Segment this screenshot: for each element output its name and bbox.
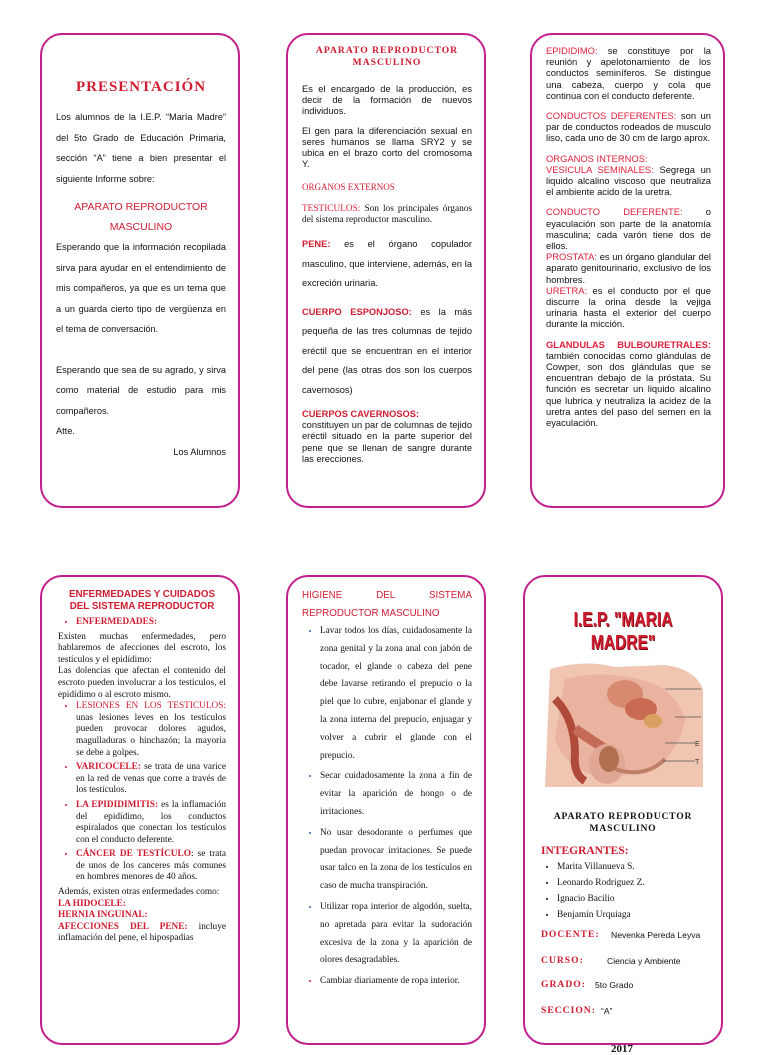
anatomy-illustration xyxy=(545,659,703,787)
panel-aparato xyxy=(286,33,486,508)
presentacion-para3: Esperando que sea de su agrado, y sirva como material de estudio para mis compañeros. xyxy=(56,364,226,416)
epididimo-entry: EPIDIDIMO: se constituye por la reunión y apelotonamiento de los conductos seminíferos. Se distingue una cabeza, cuerpo y cola que continua con el conducto deferente. xyxy=(546,45,711,101)
uretra-entry: URETRA: es el conducto por el que discurre la orina desde la vejiga urinaria hasta el exterior del cuerpo durante la micción. xyxy=(546,284,711,330)
panel-organos xyxy=(530,33,725,508)
integrante-item: • Benjamín Urquiaga xyxy=(557,907,645,923)
presentacion-subtitle: APARATO REPRODUCTOR MASCULINO xyxy=(74,201,208,233)
integrante-item: • Leonardo Rodríguez Z. xyxy=(557,875,645,891)
panel-presentacion xyxy=(40,33,240,508)
higiene-item: • Cambiar diariamente de ropa interior. xyxy=(320,973,472,991)
hernia-term: HERNIA INGUINAL: xyxy=(58,910,148,921)
integrantes-label: INTEGRANTES: xyxy=(541,845,629,857)
higiene-item: • Lavar todos los días, cuidadosamente la zona genital y la zona anal con jabón de tocador, el glande o cabeza del pene debe lavarse retirando el prepucio o la piel que lo cubre, enjabonar el glande y la zona interna del prepucio, enjuagar y volver a cubrir el glande con el prepucio. xyxy=(320,623,472,765)
presentacion-signature: Los Alumnos xyxy=(173,446,226,457)
organos-externos-header: ORGANOS EXTERNOS xyxy=(302,182,395,192)
conductos-deferentes-entry: CONDUCTOS DEFERENTES: son un par de conductos rodeados de musculo liso, cada uno de 30 cm de largo aprox. xyxy=(546,110,711,144)
year: 2017 xyxy=(611,1043,633,1055)
docente-row: DOCENTE: Nevenka Pereda Leyva xyxy=(541,929,701,940)
testiculos-entry: TESTICULOS: Son los principales órganos del sistema reproductor masculino. xyxy=(302,204,472,225)
school-name: I.E.P. "MARIA MADRE" xyxy=(573,609,673,654)
enfermedades-title: ENFERMEDADES Y CUIDADOS DEL SISTEMA REPRODUCTOR xyxy=(68,589,216,612)
prostata-entry: PROSTATA: es un órgano glandular del aparato genitourinario, exclusivo de los hombres. xyxy=(546,251,711,285)
seccion-row: SECCION: “A” xyxy=(541,1005,613,1016)
integrantes-list xyxy=(541,859,645,923)
lesiones-item: • LESIONES EN LOS TESTICULOS: unas lesiones leves en los testículos pueden provocar dolores agudos, magulladuras o hinchazón; la mayoría se debe a golpes. xyxy=(76,701,226,759)
grado-row: GRADO: 5to Grado xyxy=(541,979,634,990)
hidocele-term: LA HIDOCELE: xyxy=(58,898,126,909)
presentacion-closing: Atte. xyxy=(56,426,75,436)
presentacion-para2: Esperando que la información recopilada sirva para ayudar en el entendimiento de mis compañeros, ya que es un tema que a un guarda cierto tipo de vergüenza en el tema de conversación. xyxy=(56,242,226,334)
cuerpo-esponjoso-entry: CUERPO ESPONJOSO: es la más pequeña de las tres columnas de tejido eréctil que se encuentran en el interior del pene (las otras dos son los cuerpos cavernosos) xyxy=(302,306,472,395)
vesicula-entry: VESICULA SEMINALES: Segrega un liquido alcalino viscoso que neutraliza el ambiente acido de la uretra. xyxy=(546,163,711,198)
cuerpos-cavernosos-entry: CUERPOS CAVERNOSOS: constituyen un par de columnas de tejido eréctil situado en la parte superior del pene que se llenan de sangre durante las erecciones. xyxy=(302,409,472,464)
integrante-item: • Marita Villanueva S. xyxy=(557,859,645,875)
panel-higiene xyxy=(286,575,486,1045)
presentacion-intro: Los alumnos de la I.E.P. “María Madre” del 5to Grado de Educación Primaria, sección “A” tiene a bien presentar el siguiente Informe sobre: xyxy=(56,112,226,184)
enfermedades-text2: Las dolencias que afectan el contenido del escroto pueden involucrar a los testículos, el epidídimo o al escroto mismo. xyxy=(58,666,226,700)
organos-internos-header: ORGANOS INTERNOS: xyxy=(546,152,648,164)
illus-label-t: T xyxy=(695,759,700,766)
higiene-title: HIGIENE DEL SISTEMA REPRODUCTOR MASCULINO xyxy=(302,590,472,619)
pene-entry: PENE: es el órgano copulador masculino, que interviene, además, en la excreción urinaria. xyxy=(302,239,472,288)
aparato-title: APARATO REPRODUCTOR MASCULINO xyxy=(315,45,459,68)
integrante-item: • Ignacio Bacilio xyxy=(557,891,645,907)
panel-portada xyxy=(523,575,723,1055)
higiene-item: • No usar desodorante o perfumes que puedan provocar irritaciones. Se puede usar talco en la zona de los testículos en caso de mucha transpiración. xyxy=(320,825,472,896)
aparato-intro2: El gen para la diferenciación sexual en seres humanos se llama SRY2 y se ubica en el brazo corto del cromosoma Y. xyxy=(302,126,472,169)
aparato-intro1: Es el encargado de la producción, es decir de la formación de nuevos individuos. xyxy=(302,84,472,116)
higiene-item: • Secar cuidadosamente la zona a fin de evitar la aparición de hongo o de irritaciones. xyxy=(320,768,472,821)
curso-row: CURSO: Ciencia y Ambiente xyxy=(541,955,681,966)
cover-caption: APARATO REPRODUCTOR MASCULINO xyxy=(553,811,693,834)
conducto-deferente-entry: CONDUCTO DEFERENTE: o eyaculación son parte de la anatomía masculina; cada varón tiene dos de ellos. xyxy=(546,206,711,252)
panel-enfermedades xyxy=(40,575,240,1045)
enfermedades-text: Existen muchas enfermedades, pero hablaremos de afecciones del escroto, los testículos y el epidídimo: xyxy=(58,631,226,665)
cancer-item: • CÁNCER DE TESTÍCULO: se trata de unos de los canceres más comunes en hombres menores de 40 años. xyxy=(76,849,226,884)
epididimitis-item: • LA EPIDIDIMITIS: es la inflamación del epidídimo, los conductos espiralados que conectan los testículos con el conducto deferente. xyxy=(76,800,226,846)
glandulas-entry: GLANDULAS BULBOURETRALES: también conocidas como glándulas de Cowper, son dos glándulas que se encuentran debajo de la próstata. Su función es secretar un liquido alcalino que lubrica y neutraliza la acidez de la uretra antes del paso del semen en la eyaculación. xyxy=(546,338,711,429)
afecciones-entry: AFECCIONES DEL PENE: incluye inflamación del pene, el hipospadias xyxy=(58,921,226,944)
higiene-item: • Utilizar ropa interior de algodón, suelta, no apretada para evitar la sudoración excesiva de la zona y la aparición de olores desagradables. xyxy=(320,899,472,970)
enfermedades-item: • ENFERMEDADES: xyxy=(76,617,226,629)
otras-enfermedades: Además, existen otras enfermedades como: xyxy=(58,887,220,898)
presentacion-title: PRESENTACIÓN xyxy=(75,79,207,95)
illus-label-e: E xyxy=(695,741,700,748)
varicocele-item: • VARICOCELE: se trata de una varice en la red de venas que corre a través de los testículos. xyxy=(76,762,226,797)
